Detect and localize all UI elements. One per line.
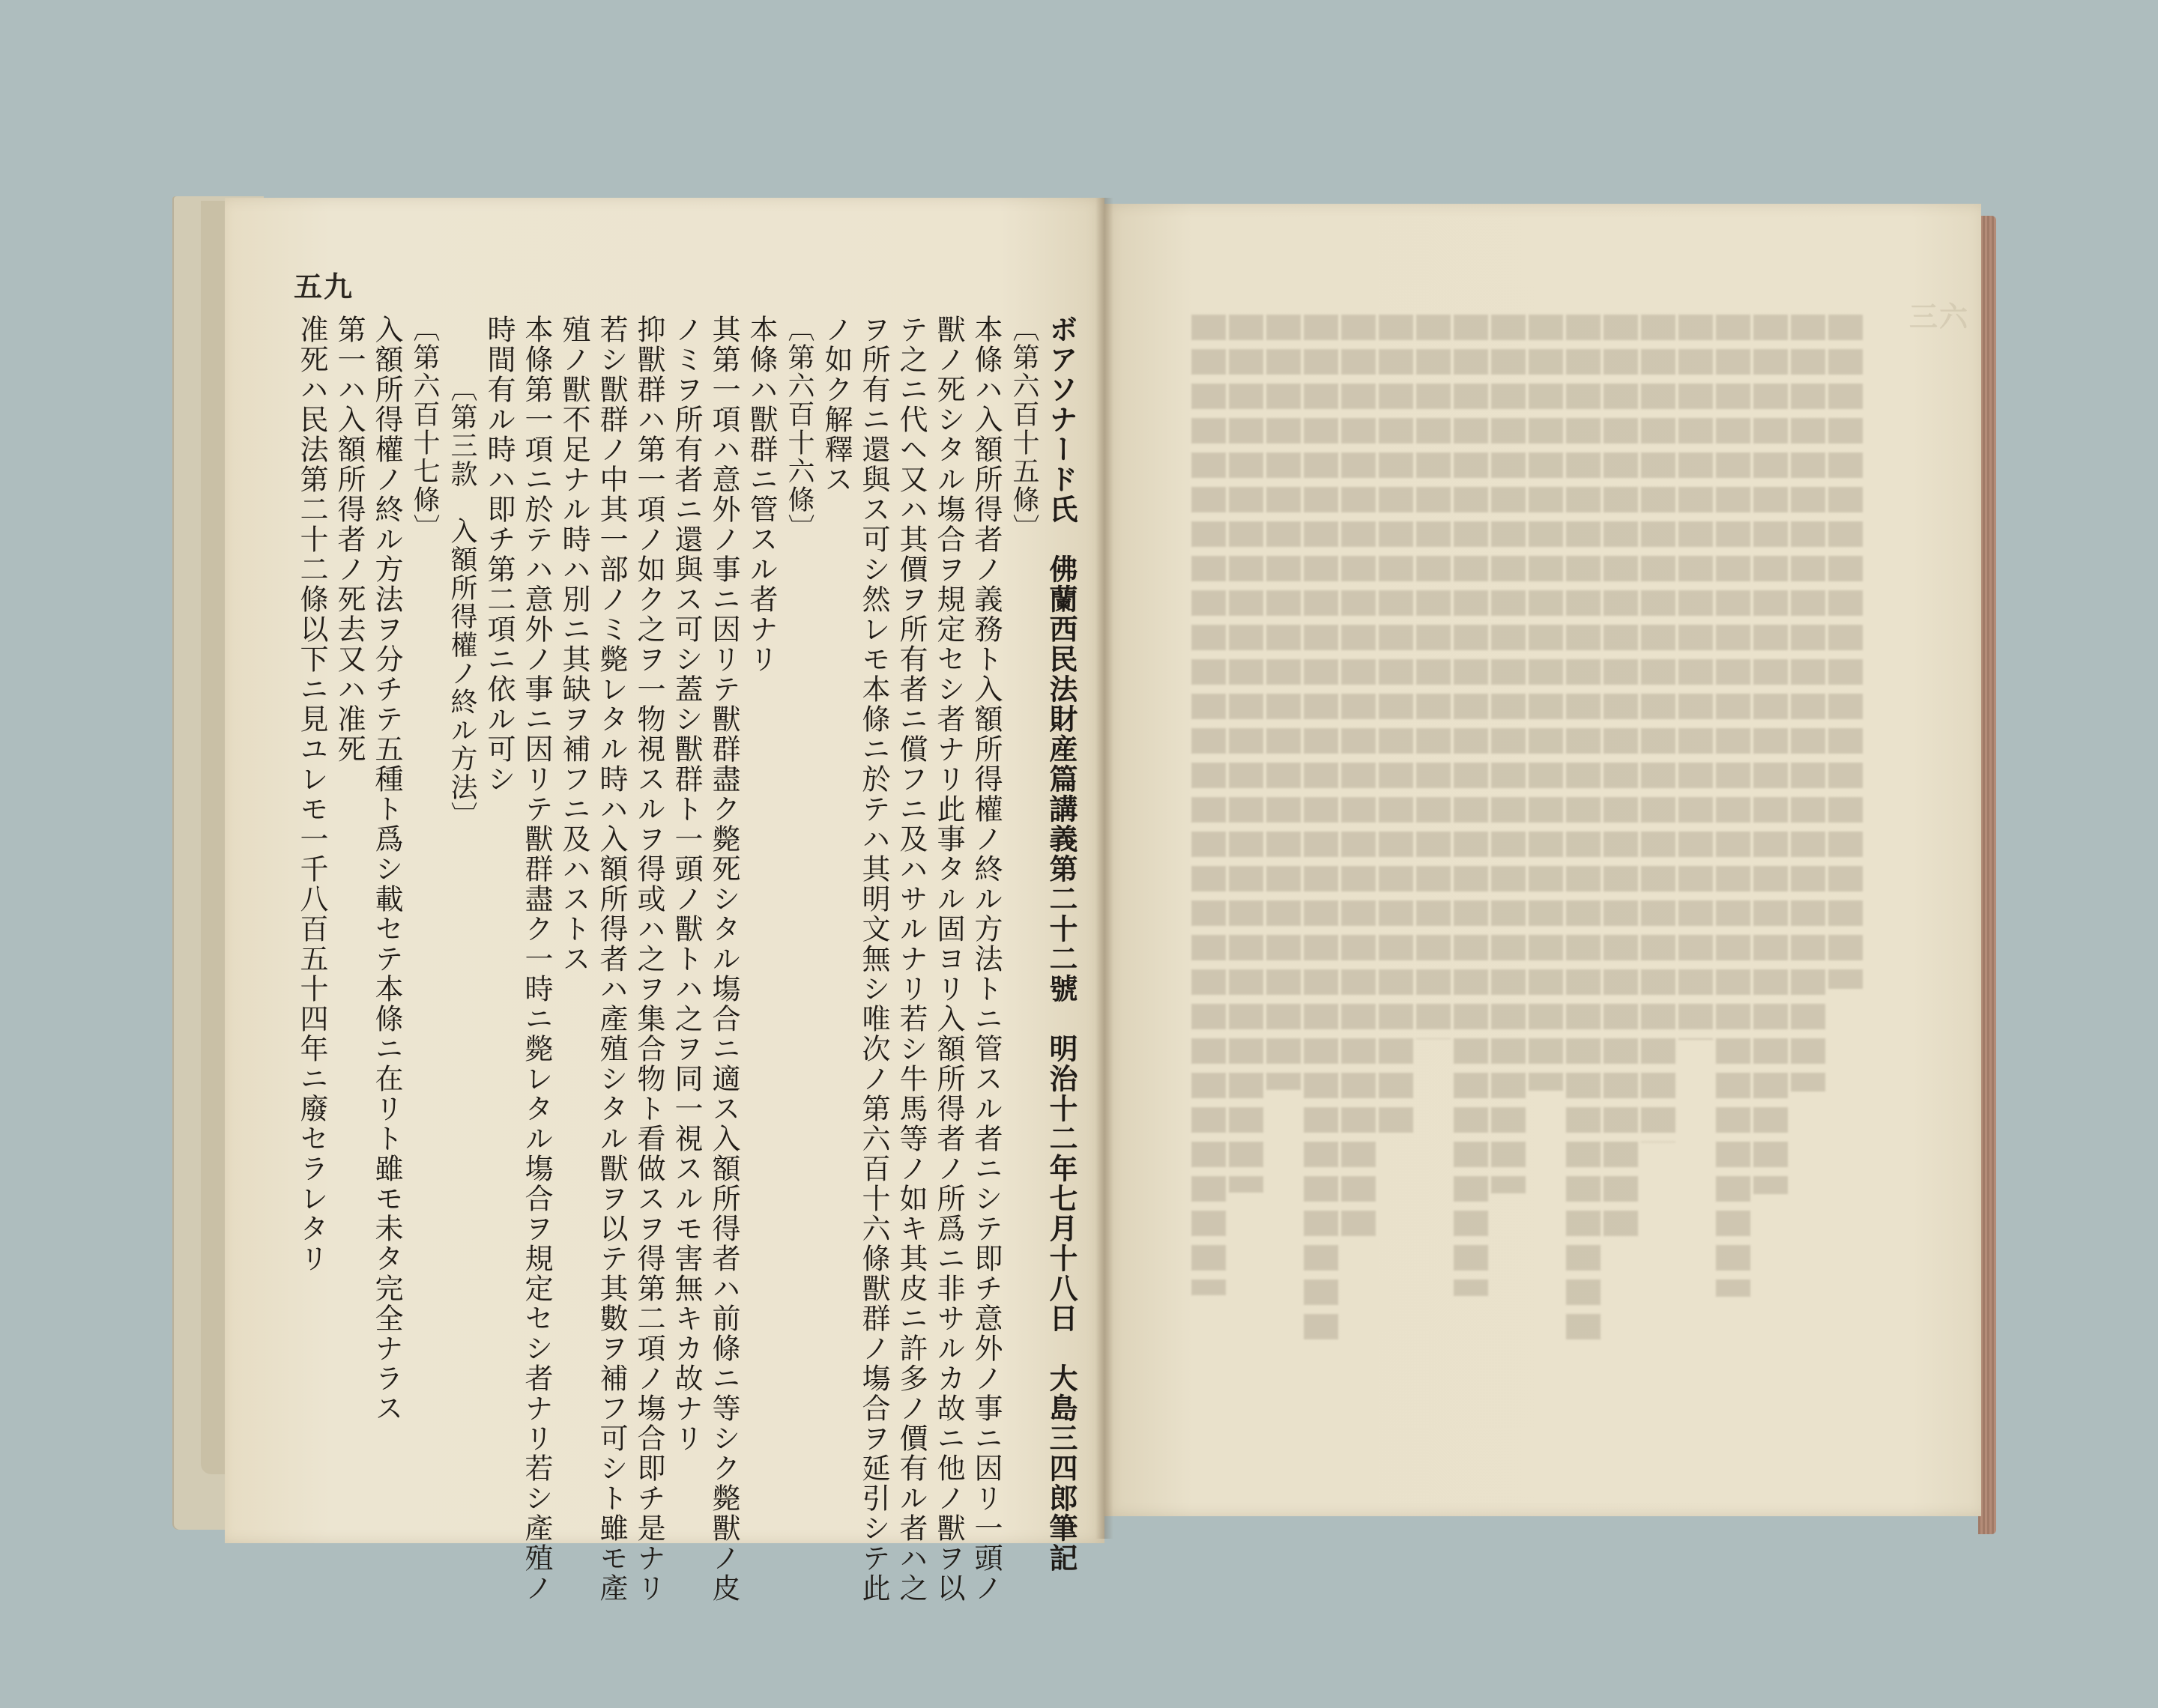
bleed-through-column xyxy=(1229,315,1263,1193)
bleed-through-column xyxy=(1191,315,1226,1295)
bleed-through-column xyxy=(1341,315,1376,1244)
bleed-through-column xyxy=(1379,315,1413,1142)
text-column: 時間有ル時ハ即チ第二項ニ依ル可シ xyxy=(483,315,516,794)
bleed-through-column xyxy=(1266,315,1301,1090)
text-column: 第一ハ入額所得者ノ死去又ハ准死 xyxy=(333,315,366,764)
bleed-through-column xyxy=(1678,315,1713,1040)
bleed-through-column xyxy=(1716,315,1750,1297)
bleed-through-column xyxy=(1454,315,1488,1296)
text-column: ノ如ク解釋ス xyxy=(820,315,853,494)
bleed-through-column xyxy=(1791,315,1825,1091)
right-page-bleed-through xyxy=(1184,315,1873,1363)
bleed-through-column xyxy=(1491,315,1526,1193)
text-column: 獸ノ死シタル塲合ヲ規定セシ者ナリ此事タル固ヨリ入額所得者ノ所爲ニ非サルカ故ニ他ノ獸ヲ以 xyxy=(932,315,965,1603)
text-column: 若シ獸群ノ中其一部ノミ斃レタル時ハ入額所得者ハ產殖シタル獸ヲ以テ其數ヲ補フ可シト雖モ產 xyxy=(595,315,628,1603)
text-column: 殖ノ獸不足ナル時ハ別ニ其缺ヲ補フニ及ハストス xyxy=(557,315,590,974)
text-column: 入額所得權ノ終ル方法ヲ分チテ五種ト爲シ載セテ本條ニ在リト雖モ未タ完全ナラス xyxy=(370,315,403,1423)
bleed-through-column xyxy=(1529,315,1563,1091)
bleed-through-column xyxy=(1753,315,1788,1194)
book-gutter xyxy=(1095,198,1113,1539)
text-column: 〔第三款 入額所得權ノ終ル方法〕 xyxy=(447,375,477,830)
bleed-through-column xyxy=(1304,315,1338,1347)
text-column: 准死ハ民法第二十二條以下ニ見ユレモ一千八百五十四年ニ廢セラレタリ xyxy=(295,315,328,1274)
text-column: ヲ所有ニ還與ス可シ然レモ本條ニ於テハ其明文無シ唯次ノ第六百十六條獸群ノ塲合ヲ延引シテ此 xyxy=(857,315,890,1603)
text-column: 〔第六百十六條〕 xyxy=(784,315,814,542)
bleed-through-column xyxy=(1604,315,1638,1245)
text-column: 其第一項ハ意外ノ事ニ因リテ獸群盡ク斃死シタル塲合ニ適ス入額所得者ハ前條ニ等シク斃獸ノ皮 xyxy=(707,315,740,1603)
bleed-through-column xyxy=(1828,315,1863,989)
text-column: 〔第六百十五條〕 xyxy=(1009,315,1039,542)
text-column: 本條ハ獸群ニ管スル者ナリ xyxy=(745,315,778,674)
text-column: テ之ニ代ヘ又ハ其價ヲ所有者ニ償フニ及ハサルナリ若シ牛馬等ノ如キ其皮ニ許多ノ價有ル者ハ之 xyxy=(895,315,928,1603)
bleed-through-column xyxy=(1641,315,1675,1142)
text-column: 本條ハ入額所得者ノ義務ト入額所得權ノ終ル方法トニ管スル者ニシテ即チ意外ノ事ニ因リ一頭ノ xyxy=(970,315,1003,1603)
text-column: 抑獸群ハ第一項ノ如ク之ヲ一物視スルヲ得或ハ之ヲ集合物ト看做スヲ得第二項ノ塲合即チ是ナリ xyxy=(632,315,665,1603)
text-column: ノミヲ所有者ニ還與ス可シ蓋シ獸群ト一頭ノ獸トハ之ヲ同一視スルモ害無キカ故ナリ xyxy=(670,315,703,1453)
right-page-number: 三六 xyxy=(1909,300,1970,333)
left-page-number: 五九 xyxy=(294,270,354,303)
bleed-through-column xyxy=(1416,315,1451,1039)
bleed-through-column xyxy=(1566,315,1601,1348)
lecture-title-column: ボアソナード氏 佛蘭西民法財産篇講義第二十二號 明治十二年七月十八日 大島三四郎筆記 xyxy=(1045,315,1078,1573)
left-page-text xyxy=(285,315,1079,1603)
text-column: 本條第一項ニ於テハ意外ノ事ニ因リテ獸群盡ク一時ニ斃レタル塲合ヲ規定セシ者ナリ若シ產殖ノ xyxy=(520,315,553,1603)
text-column: 〔第六百十七條〕 xyxy=(409,315,440,542)
